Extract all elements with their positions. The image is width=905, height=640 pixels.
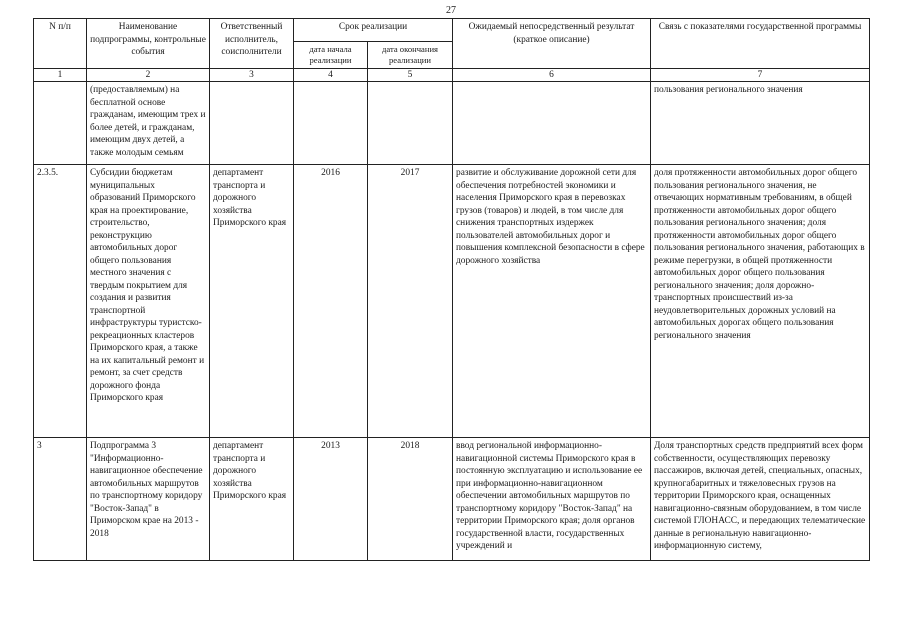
row-number: 2.3.5. [34, 165, 87, 438]
header-executor: Ответственный исполнитель, соисполнители [210, 19, 294, 69]
header-num: N п/п [34, 19, 87, 69]
row-executor [210, 82, 294, 165]
table-row [34, 165, 870, 438]
page-number: 27 [446, 5, 456, 16]
column-number: 7 [651, 69, 870, 82]
column-number: 3 [210, 69, 294, 82]
row-number [34, 82, 87, 165]
row-link: пользования регионального значения [651, 82, 870, 165]
row-executor: департамент транспорта и дорожного хозяйства Приморского края [210, 438, 294, 561]
row-name: Субсидии бюджетам муниципальных образований Приморского края на проектирование, строительство, реконструкцию автомобильных дорог общего пользования местного значения с твердым покрытием для создания и развития транспортной инфраструктуры туристско-рекреационных кластеров Приморского края, а также на их капитальный ремонт и ремонт, за счет средств дорожного фонда Приморского края [87, 165, 210, 438]
row-name: Подпрограмма 3 "Информационно-навигационное обеспечение автомобильных маршрутов по транспортному коридору "Восток-Запад" в Приморском крае на 2013 - 2018 [87, 438, 210, 561]
header-name: Наименование подпрограммы, контрольные события [87, 19, 210, 69]
header-end-date: дата окончания реализации [368, 42, 453, 69]
row-name: (предоставляемым) на бесплатной основе гражданам, имеющим трех и более детей, и гражданам, имеющим двух детей, а также молодым семьям [87, 82, 210, 165]
column-number: 6 [453, 69, 651, 82]
column-number-row [34, 69, 870, 82]
row-link: Доля транспортных средств предприятий всех форм собственности, осуществляющих перевозку пассажиров, включая детей, специальных, опасных, крупногабаритных и тяжеловесных грузов на территории Приморского края, оснащенных навигационно-связным оборудованием, в том числе системой ГЛОНАСС, и передающих телематические данные в региональную навигационно-информационную систему, [651, 438, 870, 561]
header-link: Связь с показателями государственной программы [651, 19, 870, 69]
row-result: развитие и обслуживание дорожной сети для обеспечения потребностей экономики и населения Приморского края в перевозках грузов (товаров) и людей, в том числе для снижения транспортных издержек пользователей автомобильных дорог и повышения комплексной безопасности в сфере дорожного хозяйства [453, 165, 651, 438]
row-result: ввод региональной информационно-навигационной системы Приморского края в постоянную эксплуатацию и использование ее при информационно-навигационном обеспечении автомобильных маршрутов по транспортному коридору "Восток-Запад" на территории Приморского края; доля органов государственной власти, государственных учреждений и [453, 438, 651, 561]
row-end-year: 2018 [368, 438, 453, 561]
program-table [33, 18, 870, 561]
header-start-date: дата начала реализации [294, 42, 368, 69]
row-number: 3 [34, 438, 87, 561]
header-period: Срок реализации [294, 19, 453, 42]
table-row [34, 82, 870, 165]
column-number: 4 [294, 69, 368, 82]
row-result [453, 82, 651, 165]
header-row [34, 19, 870, 42]
row-link: доля протяженности автомобильных дорог общего пользования регионального значения, не отвечающих нормативным требованиям, в общей протяженности автомобильных дорог общего пользования регионального значения; доля протяженности автомобильных дорог общего пользования регионального значения, работающих в режиме перегрузки, в общей протяженности автомобильных дорог общего пользования регионального значения; доля дорожно-транспортных происшествий из-за неудовлетворительных дорожных условий на автомобильных дорогах общего пользования регионального значения [651, 165, 870, 438]
row-start-year: 2013 [294, 438, 368, 561]
row-start-year [294, 82, 368, 165]
row-end-year [368, 82, 453, 165]
header-result: Ожидаемый непосредственный результат (краткое описание) [453, 19, 651, 69]
column-number: 5 [368, 69, 453, 82]
row-start-year: 2016 [294, 165, 368, 438]
column-number: 1 [34, 69, 87, 82]
column-number: 2 [87, 69, 210, 82]
row-executor: департамент транспорта и дорожного хозяйства Приморского края [210, 165, 294, 438]
table-row [34, 438, 870, 561]
row-end-year: 2017 [368, 165, 453, 438]
